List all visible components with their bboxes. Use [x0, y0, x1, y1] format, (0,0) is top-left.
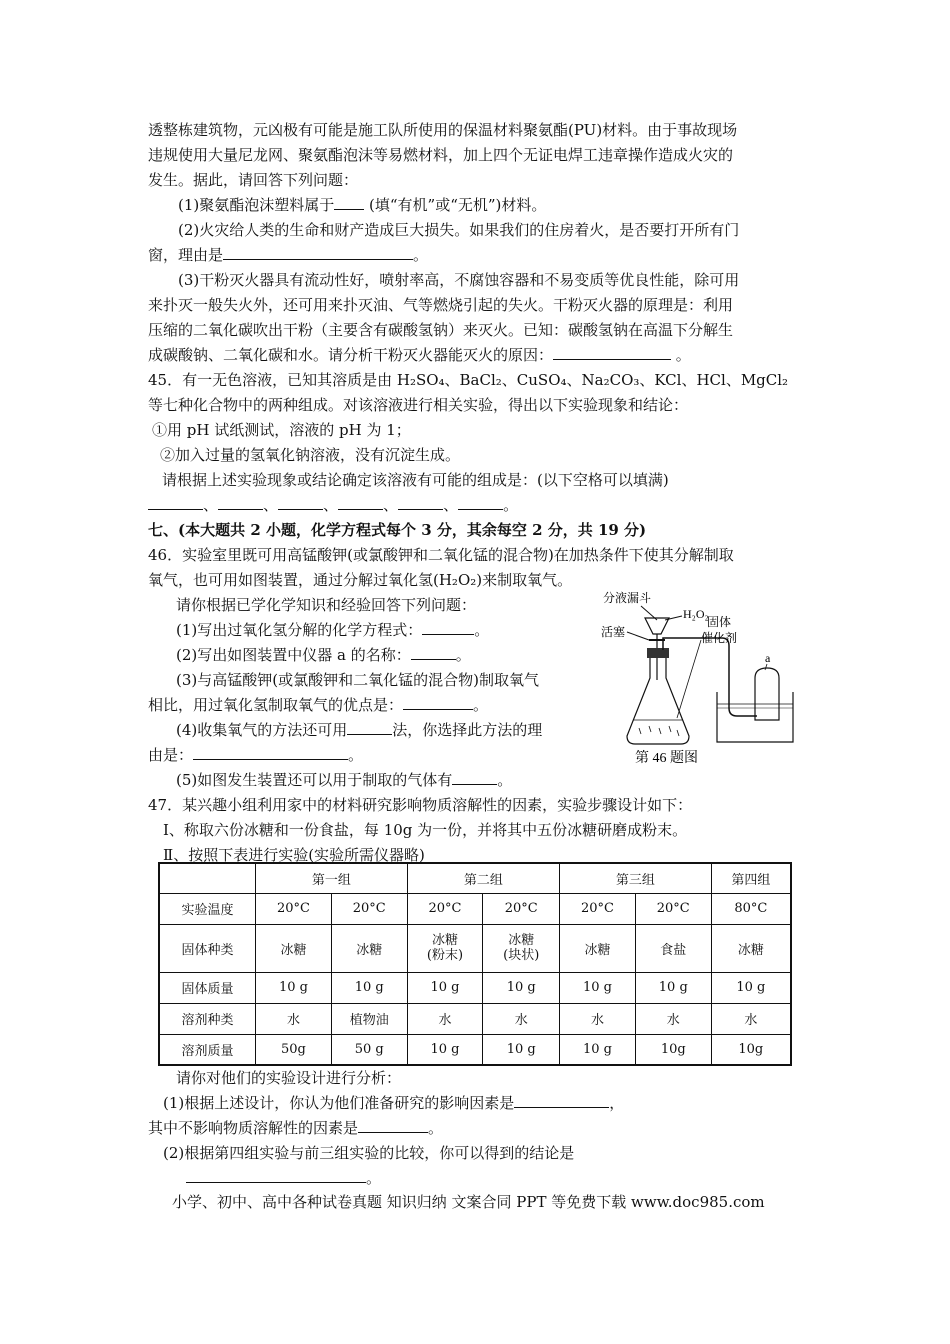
table-cell: 冰糖: [560, 924, 636, 972]
table-row: [159, 972, 791, 1003]
answer-blank[interactable]: [514, 1093, 609, 1108]
table-cell: 水: [635, 1003, 711, 1034]
group-header: 第三组: [560, 863, 712, 893]
question-line: (1)写出过氧化氢分解的化学方程式： 。: [176, 621, 490, 639]
table-cell: 10 g: [560, 1034, 636, 1065]
text-line: (2)根据第四组实验与前三组实验的比较，你可以得到的结论是: [163, 1144, 575, 1162]
answer-blank[interactable]: [338, 495, 383, 510]
table-cell: 10 g: [407, 972, 483, 1003]
table-cell: 10 g: [483, 1034, 560, 1065]
table-cell: 20°C: [560, 893, 636, 924]
text-line: 来扑灭一般失火外，还可用来扑灭油、气等燃烧引起的失火。干粉灭火器的原理是：利用: [148, 296, 734, 314]
answer-blank[interactable]: [422, 620, 474, 635]
answer-blank[interactable]: [458, 495, 503, 510]
table-cell: 水: [483, 1003, 560, 1034]
question-line: (1)聚氨酯泡沫塑料属于 (填“有机”或“无机”)材料。: [178, 196, 547, 214]
question-46: 46．实验室里既可用高锰酸钾(或氯酸钾和二氧化锰的混合物)在加热条件下使其分解制取: [148, 546, 734, 564]
row-label: 溶剂质量: [159, 1034, 256, 1065]
question-line: 相比，用过氧化氢制取氧气的优点是： 。: [148, 696, 489, 714]
table-cell: 冰糖: [711, 924, 791, 972]
table-cell: 20°C: [635, 893, 711, 924]
text-line: 请你根据已学化学知识和经验回答下列问题：: [176, 596, 477, 614]
answer-blank[interactable]: [148, 495, 203, 510]
table-cell: 20°C: [256, 893, 332, 924]
text-line: 等七种化合物中的两种组成。对该溶液进行相关实验，得出以下实验现象和结论：: [148, 396, 689, 414]
table-cell: 10 g: [483, 972, 560, 1003]
table-cell: 10 g: [331, 972, 407, 1003]
answer-blank[interactable]: [334, 195, 364, 210]
text-line: 氧气，也可用如图装置，通过分解过氧化氢(H₂O₂)来制取氧气。: [148, 571, 573, 589]
table-cell: 10 g: [560, 972, 636, 1003]
apparatus-figure: [597, 588, 797, 768]
table-cell: 食盐: [635, 924, 711, 972]
table-cell: 50 g: [331, 1034, 407, 1065]
table-header-row: [159, 863, 791, 893]
table-cell: 20°C: [331, 893, 407, 924]
table-row: [159, 893, 791, 924]
catalyst-label: 催化剂: [701, 631, 738, 645]
table-row: [159, 1003, 791, 1034]
question-line: (4)收集氧气的方法还可用 法，你选择此方法的理: [176, 721, 543, 739]
text-line: 发生。据此，请回答下列问题：: [148, 171, 359, 189]
question-45: 45．有一无色溶液，已知其溶质是由 H₂SO₄、BaCl₂、CuSO₄、Na₂CO₃、KCl、HCl、MgCl₂: [148, 371, 789, 389]
table-row: [159, 924, 791, 972]
answer-blank-row: 、 、 、 、 、 。: [148, 495, 518, 515]
row-label: 固体质量: [159, 972, 256, 1003]
text-line: 透整栋建筑物，元凶极有可能是施工队所使用的保温材料聚氨酯(PU)材料。由于事故现场: [148, 121, 738, 139]
row-label: 溶剂种类: [159, 1003, 256, 1034]
table-cell: 水: [711, 1003, 791, 1034]
table-cell: 10 g: [256, 972, 332, 1003]
table-cell: 80°C: [711, 893, 791, 924]
answer-blank[interactable]: [411, 645, 456, 660]
question-line: 由是： 。: [148, 746, 364, 764]
answer-blank[interactable]: [553, 345, 671, 360]
question-47: 47．某兴趣小组利用家中的材料研究影响物质溶解性的因素，实验步骤设计如下：: [148, 796, 693, 814]
table-cell: 水: [256, 1003, 332, 1034]
step-2: Ⅱ、按照下表进行实验(实验所需仪器略): [163, 846, 425, 864]
condition-1: ①用 pH 试纸测试，溶液的 pH 为 1；: [152, 421, 411, 439]
flask-icon: [627, 658, 689, 744]
section-heading: 七、(本大题共 2 小题，化学方程式每个 3 分，其余每空 2 分，共 19 分): [148, 521, 647, 539]
table-cell: 10g: [711, 1034, 791, 1065]
table-cell: 10 g: [407, 1034, 483, 1065]
table-cell: 水: [560, 1003, 636, 1034]
bottle-label-a: a: [765, 651, 771, 665]
funnel-label: 分液漏斗: [603, 591, 652, 605]
question-line: 成碳酸钠、二氧化碳和水。请分析干粉灭火器能灭火的原因： 。: [148, 346, 691, 364]
text-line: 压缩的二氧化碳吹出干粉（主要含有碳酸氢钠）来灭火。已知：碳酸氢钠在高温下分解生: [148, 321, 734, 339]
question-line: 其中不影响物质溶解性的因素是 。: [148, 1119, 444, 1137]
question-line: 。: [186, 1168, 381, 1188]
step-1: Ⅰ、称取六份冰糖和一份食盐，每 10g 为一份，并将其中五份冰糖研磨成粉末。: [163, 821, 688, 839]
row-label: 固体种类: [159, 924, 256, 972]
table-cell: 10g: [635, 1034, 711, 1065]
answer-blank[interactable]: [358, 1118, 428, 1133]
condition-2: ②加入过量的氢氧化钠溶液，没有沉淀生成。: [160, 446, 461, 464]
stopcock-label: 活塞: [601, 625, 626, 639]
stopper: [647, 648, 669, 658]
table-cell: 10 g: [711, 972, 791, 1003]
text-line: (2)火灾给人类的生命和财产造成巨大损失。如果我们的住房着火，是否要打开所有门: [178, 221, 740, 239]
answer-blank[interactable]: [403, 695, 473, 710]
group-header: 第一组: [256, 863, 408, 893]
answer-blank[interactable]: [193, 745, 348, 760]
table-corner: [159, 863, 256, 893]
answer-blank[interactable]: [452, 770, 497, 785]
answer-blank[interactable]: [223, 245, 413, 260]
table-cell: 10 g: [635, 972, 711, 1003]
answer-blank[interactable]: [186, 1168, 366, 1183]
text-line: (3)与高锰酸钾(或氯酸钾和二氧化锰的混合物)制取氧气: [176, 671, 539, 689]
row-label: 实验温度: [159, 893, 256, 924]
table-cell: 冰糖 (粉末): [407, 924, 483, 972]
text-line: 请你对他们的实验设计进行分析：: [176, 1069, 402, 1087]
answer-blank[interactable]: [398, 495, 443, 510]
solid-label: 固体: [707, 615, 732, 629]
table-cell: 冰糖: [256, 924, 332, 972]
table-row: [159, 1034, 791, 1065]
answer-blank[interactable]: [278, 495, 323, 510]
text-line: 请根据上述实验现象或结论确定该溶液有可能的组成是：(以下空格可以填满): [162, 471, 669, 489]
answer-blank[interactable]: [218, 495, 263, 510]
table-cell: 植物油: [331, 1003, 407, 1034]
question-line: (2)写出如图装置中仪器 a 的名称： 。: [176, 646, 471, 664]
question-line: 窗，理由是 。: [148, 246, 429, 264]
group-header: 第二组: [407, 863, 560, 893]
table-cell: 水: [407, 1003, 483, 1034]
group-header: 第四组: [711, 863, 791, 893]
table-cell: 20°C: [483, 893, 560, 924]
text-line: 违规使用大量尼龙网、聚氨酯泡沫等易燃材料，加上四个无证电焊工违章操作造成火灾的: [148, 146, 734, 164]
page-footer: 小学、初中、高中各种试卷真题 知识归纳 文案合同 PPT 等免费下载 www.doc985.com: [172, 1193, 765, 1211]
table-cell: 20°C: [407, 893, 483, 924]
table-cell: 冰糖 (块状): [483, 924, 560, 972]
question-line: (1)根据上述设计，你认为他们准备研究的影响因素是 ，: [163, 1094, 625, 1112]
question-line: (5)如图发生装置还可以用于制取的气体有 。: [176, 771, 513, 789]
h2o2-label: H₂O₂: [683, 607, 709, 621]
text-line: (3)干粉灭火器具有流动性好，喷射率高，不腐蚀容器和不易变质等优良性能，除可用: [178, 271, 740, 289]
table-cell: 冰糖: [331, 924, 407, 972]
figure-caption: 第 46 题图: [635, 751, 698, 766]
table-cell: 50g: [256, 1034, 332, 1065]
answer-blank[interactable]: [347, 720, 392, 735]
gas-bottle-a: [755, 668, 779, 720]
experiment-table: [158, 862, 792, 1066]
